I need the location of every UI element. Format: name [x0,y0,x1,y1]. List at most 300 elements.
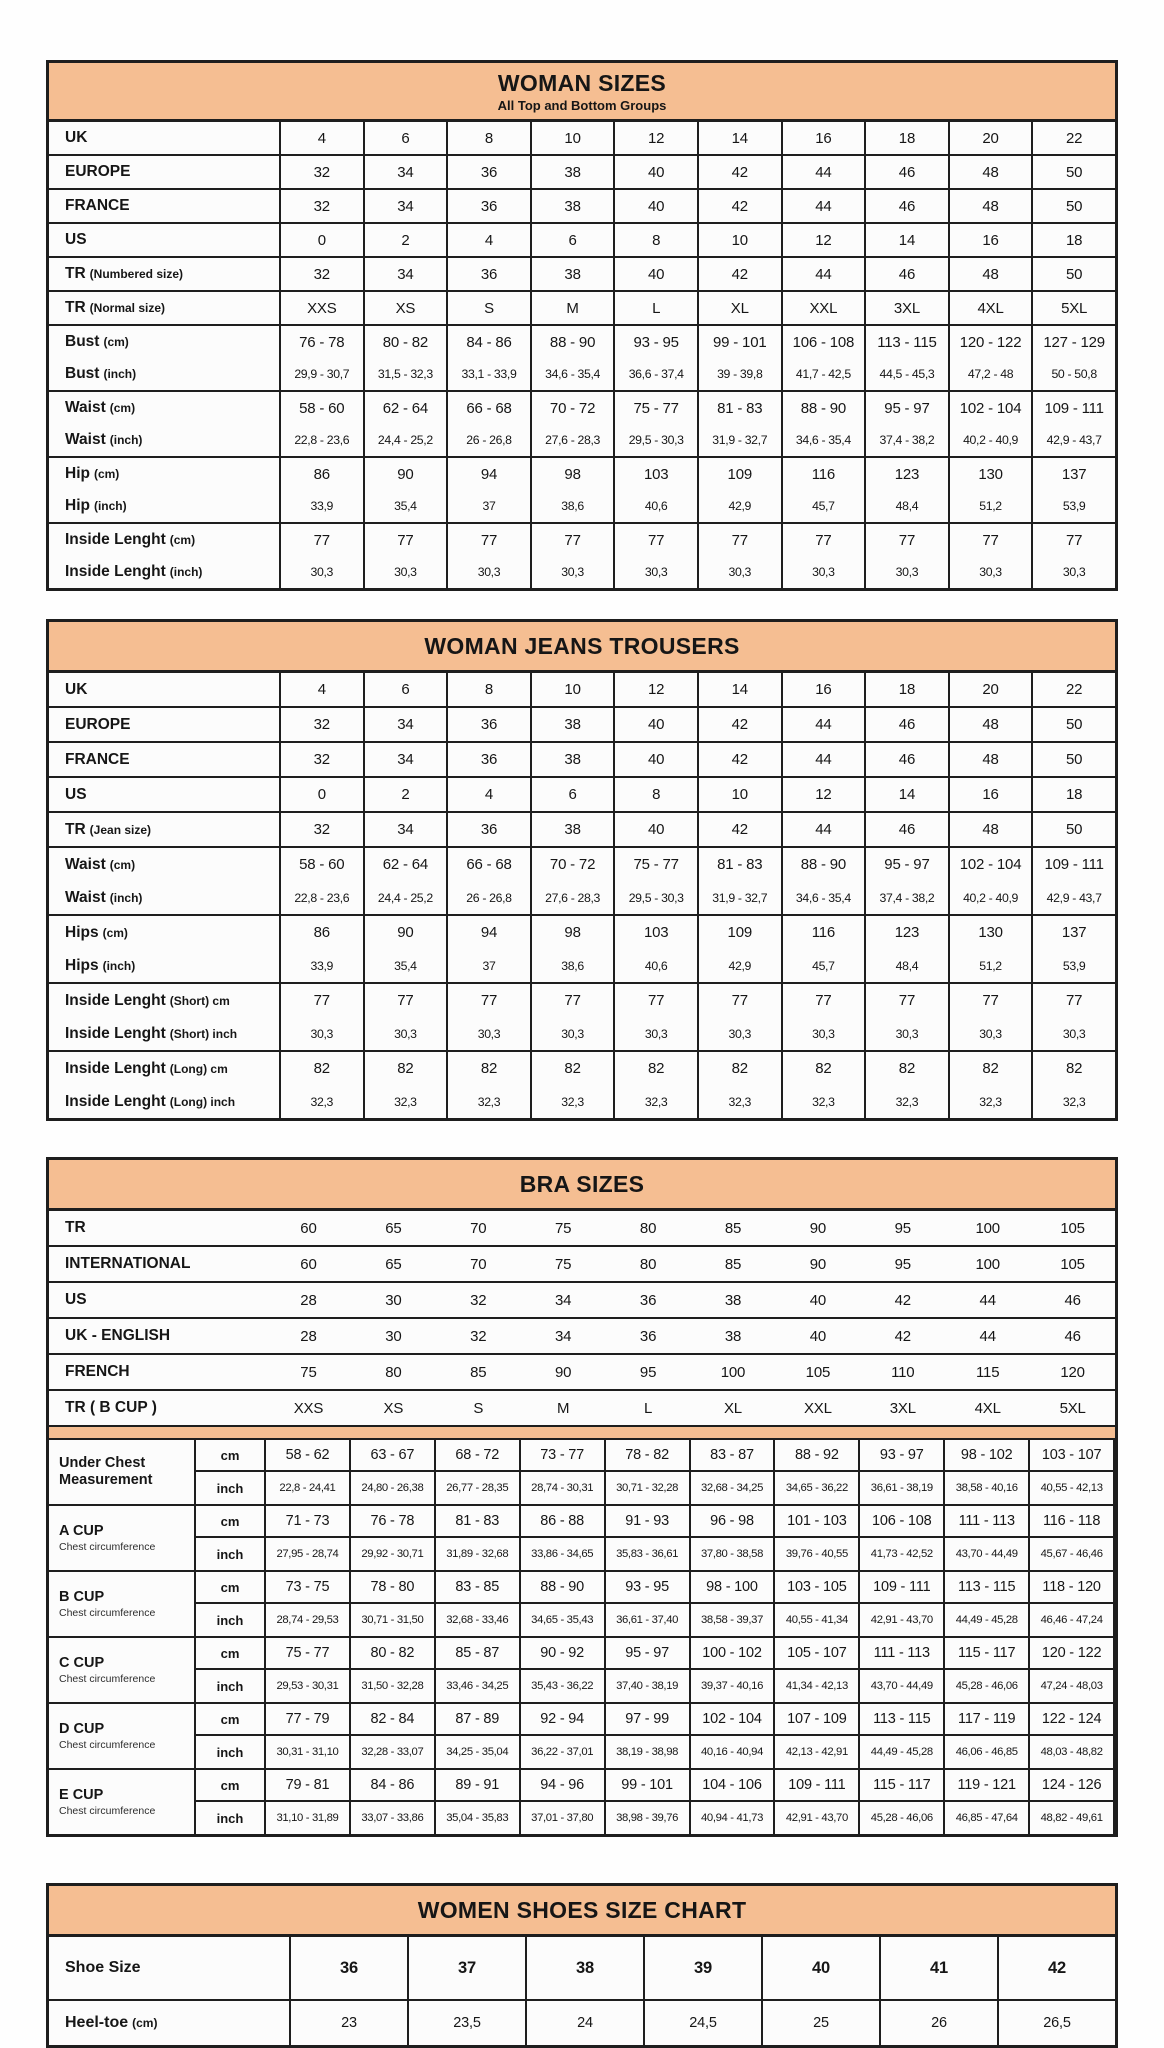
row-group [49,848,1115,916]
size-cell: 22 [1065,681,1083,698]
size-cell: 3XL [866,292,950,324]
size-cell: 44 [783,156,867,188]
size-cell: 33,46 - 34,25 [436,1670,521,1702]
size-cell: 36 [448,743,532,776]
size-cell: 70 - 72 [532,392,616,424]
size-cell: 83 - 85 [436,1572,521,1602]
size-cell: 28 [300,1291,317,1309]
size-cell: 109 [699,916,783,949]
row-label [49,490,281,522]
row-label-detail: (Long) cm [169,1061,228,1076]
cup-label-subtext: Chest circumference [59,1672,156,1685]
table-row [49,424,1115,456]
size-cell: 4 [281,673,365,706]
row-group [49,778,1115,813]
size-cell: 90 - 92 [521,1638,606,1668]
row-group [49,1391,1115,1427]
size-cell: 77 [1065,531,1083,549]
table-row [49,556,1115,588]
size-cell: 81 - 83 [699,848,783,881]
table-title: WOMAN SIZES [497,70,667,96]
size-cell: 75 - 77 [615,848,699,881]
row-label-text: Heel-toe [65,2014,129,2031]
size-cell: 4XL [974,1399,1001,1417]
size-cell: 46 [866,708,950,741]
size-cell: 5XL [1061,299,1088,317]
row-label [49,778,281,811]
size-cell: 62 - 64 [365,392,449,424]
size-cell: 78 - 82 [606,1440,691,1470]
size-cell: 42,13 - 42,91 [775,1736,860,1768]
unit-label: cm [196,1704,266,1734]
table-row [49,224,1115,256]
size-cell: 87 - 89 [436,1704,521,1734]
size-cell: 33,9 [281,949,365,982]
size-cell: 95 [639,1363,657,1381]
cup-label [49,1704,196,1768]
size-cell: 32,3 [950,1085,1034,1118]
row-label-text: Inside Lenght [65,991,166,1009]
row-label [49,1017,281,1050]
table-row [49,984,1115,1017]
size-cell: 31,9 - 32,7 [699,881,783,914]
size-cell: 38 [532,190,616,222]
size-cell: 46,06 - 46,85 [945,1736,1030,1768]
size-cell: 84 - 86 [448,326,532,358]
table-row [49,916,1115,949]
size-cell: 12 [615,673,699,706]
row-label-text: Waist [65,888,106,906]
size-cell: 29,92 - 30,71 [351,1538,436,1570]
size-cell: 95 - 97 [606,1638,691,1668]
size-cell: 29,9 - 30,7 [281,358,365,390]
size-cell: 85 [724,1219,742,1237]
size-cell: 45,67 - 46,46 [1030,1538,1115,1570]
cup-values [196,1770,1115,1834]
table-row [49,292,1115,324]
size-cell: 42,9 [699,949,783,982]
size-cell: 35,43 - 36,22 [521,1670,606,1702]
bra-sizes-header [49,1160,1115,1211]
row-group [49,458,1115,524]
size-cell: 2 [365,778,449,811]
size-cell: 81 - 83 [436,1506,521,1536]
size-cell: M [532,292,616,324]
size-cell: 36,6 - 37,4 [615,358,699,390]
size-cell: 32,68 - 34,25 [691,1472,776,1504]
size-cell: 90 [809,1219,827,1237]
row-group [49,292,1115,326]
cup-label-text: C CUP [59,1655,105,1672]
size-cell: 85 [724,1255,742,1273]
cup-row-group [49,1638,1115,1704]
table-row [49,778,1115,811]
size-cell: 77 [783,524,867,556]
size-cell: 46 [866,258,950,290]
row-label-detail: (inch) [109,890,143,905]
size-cell: 4 [281,122,365,154]
size-cell: 100 [720,1363,746,1381]
size-cell: 80 - 82 [351,1638,436,1668]
size-cell: 98 - 100 [691,1572,776,1602]
size-cell: 48 [950,156,1034,188]
size-cell: 30,3 [365,1017,449,1050]
table-row [49,392,1115,424]
row-label-text: US [65,231,87,248]
cup-row-group [49,1506,1115,1572]
size-cell: 115 [976,1363,1000,1381]
row-label [49,156,281,188]
row-group [49,984,1115,1052]
size-cell: 77 [281,524,365,556]
size-cell: 30,3 [615,556,699,588]
size-cell: 40,16 - 40,94 [691,1736,776,1768]
size-cell: 2 [365,224,449,256]
size-cell: 51,2 [950,949,1034,982]
size-cell: 28,74 - 30,31 [521,1472,606,1504]
size-cell: 22,8 - 24,41 [266,1472,351,1504]
row-label [49,122,281,154]
row-label-text: TR [65,265,86,282]
size-cell: 30,31 - 31,10 [266,1736,351,1768]
row-label [49,2001,291,2045]
size-cell: 32 [281,190,365,222]
size-cell: 115 - 117 [860,1770,945,1800]
size-cell: 65 [385,1255,402,1273]
table-row [196,1770,1115,1802]
cup-values [196,1572,1115,1636]
size-cell: 77 [532,524,616,556]
size-cell: 32,28 - 33,07 [351,1736,436,1768]
row-label [49,708,281,741]
row-label [49,673,281,706]
size-cell: 116 [783,458,867,490]
unit-label: inch [196,1670,266,1702]
size-cell: 30,3 [532,1017,616,1050]
row-group [49,156,1115,190]
size-cell: L [644,1399,653,1417]
women-shoes-header [49,1886,1115,1937]
size-cell: 30,3 [615,1017,699,1050]
size-cell: 33,86 - 34,65 [521,1538,606,1570]
size-cell: 82 [699,1052,783,1085]
row-label-detail: (cm) [93,467,120,481]
size-cell: 48 [950,743,1034,776]
row-label-text: INTERNATIONAL [65,1255,191,1272]
unit-label: cm [196,1572,266,1602]
size-cell: 82 [448,1052,532,1085]
row-group [49,224,1115,258]
size-cell: 70 [470,1219,487,1237]
row-label [49,848,281,881]
size-cell: 30 [385,1291,402,1309]
size-cell: 42 [699,743,783,776]
size-cell: 48,4 [866,490,950,522]
size-cell: 36,22 - 37,01 [521,1736,606,1768]
size-cell: 36 [448,190,532,222]
size-cell: 30,3 [448,556,532,588]
size-cell: 46,85 - 47,64 [945,1802,1030,1834]
size-cell: 40 [763,1937,881,1999]
size-cell: 43,70 - 44,49 [860,1670,945,1702]
size-cell: 34 [365,708,449,741]
size-cell: 40 [615,813,699,846]
size-cell: 99 - 101 [699,326,783,358]
size-cell: 73 - 75 [266,1572,351,1602]
size-cell: 97 - 99 [606,1704,691,1734]
size-cell: 44,5 - 45,3 [866,358,950,390]
size-cell: 88 - 90 [783,392,867,424]
size-cell: 30,3 [1062,565,1086,579]
size-cell: 16 [783,673,867,706]
size-cell: 60 [300,1255,317,1273]
table-row [49,708,1115,741]
size-cell: 10 [532,122,616,154]
cup-label-text: A CUP [59,1523,104,1540]
size-cell: 77 - 79 [266,1704,351,1734]
size-cell: 22,8 - 23,6 [281,424,365,456]
size-cell: 40 [809,1291,827,1309]
size-cell: 48 [950,258,1034,290]
size-cell: 65 [385,1219,402,1237]
size-cell: 38,6 [532,490,616,522]
row-label-text: Bust [65,333,100,350]
row-label-text: EUROPE [65,163,131,180]
size-cell: 25 [763,2001,881,2045]
size-cell: 32 [281,813,365,846]
size-cell: 45,7 [783,949,867,982]
size-cell: 14 [866,224,950,256]
row-label-text: Inside Lenght [65,531,166,548]
size-cell: 32 [470,1327,487,1345]
size-cell: 42 [699,258,783,290]
size-cell: 34,6 - 35,4 [783,424,867,456]
size-cell: 36 [291,1937,409,1999]
size-cell: 34,65 - 36,22 [775,1472,860,1504]
size-cell: 103 - 105 [775,1572,860,1602]
size-cell: 36 [448,156,532,188]
size-cell: 37,4 - 38,2 [866,424,950,456]
row-group [49,1211,1115,1247]
row-group [49,708,1115,743]
row-label [49,881,281,914]
size-cell: 46 [866,743,950,776]
size-cell: 48,4 [866,949,950,982]
table-row [49,1211,1115,1245]
size-cell: 80 [639,1255,657,1273]
row-label-text: Hip [65,497,90,514]
row-label-text: TR [65,1219,86,1236]
size-cell: 93 - 95 [606,1572,691,1602]
size-cell: 109 - 111 [1044,399,1104,417]
size-cell: 34,25 - 35,04 [436,1736,521,1768]
row-label [49,949,281,982]
size-cell: 46 [866,813,950,846]
size-cell: 48,03 - 48,82 [1030,1736,1115,1768]
row-group [49,326,1115,392]
row-label [49,743,281,776]
size-cell: 30,71 - 32,28 [606,1472,691,1504]
table-row [49,1017,1115,1050]
size-cell: 44 [783,190,867,222]
table-row [49,490,1115,522]
size-cell: 94 [448,916,532,949]
size-cell: 77 [448,984,532,1017]
size-cell: 32,3 [281,1085,365,1118]
woman-jeans-body [49,673,1115,1118]
size-cell: 24 [527,2001,645,2045]
size-cell: 32,3 [365,1085,449,1118]
table-row [196,1704,1115,1736]
cup-label-text: E CUP [59,1787,104,1804]
table-row [49,258,1115,290]
row-label [49,556,281,588]
size-cell: 34,6 - 35,4 [783,881,867,914]
size-cell: 30,3 [699,556,783,588]
row-label [49,190,281,222]
size-cell: M [557,1399,570,1417]
size-cell: 116 - 118 [1030,1506,1115,1536]
table-row [49,1355,1115,1389]
size-cell: 90 [365,916,449,949]
size-cell: 50 [1065,821,1083,838]
row-label-text: UK - ENGLISH [65,1327,171,1344]
size-cell: 38 [532,156,616,188]
size-cell: 43,70 - 44,49 [945,1538,1030,1570]
row-label-detail: (cm) [103,335,129,349]
size-cell: 32,3 [699,1085,783,1118]
size-cell: XS [365,292,449,324]
size-cell: 38,98 - 39,76 [606,1802,691,1834]
size-cell: 30 [385,1327,402,1345]
size-cell: 38,58 - 39,37 [691,1604,776,1636]
size-cell: 14 [699,673,783,706]
size-cell: 44 [979,1327,996,1345]
row-group [49,1937,1115,2001]
size-cell: 44 [783,708,867,741]
size-cell: 26,5 [1043,2015,1071,2031]
size-cell: 20 [950,122,1034,154]
size-cell: 38,58 - 40,16 [945,1472,1030,1504]
size-cell: 30,3 [448,1017,532,1050]
row-label-text: Hip [65,465,90,482]
table-row [49,881,1115,914]
size-cell: 120 - 122 [1030,1638,1115,1668]
size-cell: 5XL [1059,1399,1086,1417]
cup-label [49,1770,196,1834]
size-cell: XL [699,292,783,324]
row-label-text: TR [65,299,86,316]
size-cell: 39,37 - 40,16 [691,1670,776,1702]
size-cell: 82 [365,1052,449,1085]
size-cell: 51,2 [950,490,1034,522]
size-cell: 122 - 124 [1030,1704,1115,1734]
size-cell: 6 [532,224,616,256]
row-label [49,1211,266,1245]
size-cell: 68 - 72 [436,1440,521,1470]
size-cell: 48 [950,708,1034,741]
size-cell: 30,3 [532,556,616,588]
size-cell: 20 [950,673,1034,706]
size-cell: 32,3 [532,1085,616,1118]
size-cell: 38 [532,743,616,776]
size-cell: 28,74 - 29,53 [266,1604,351,1636]
size-cell: 118 - 120 [1030,1572,1115,1602]
size-cell: 47,2 - 48 [950,358,1034,390]
size-cell: 16 [950,778,1034,811]
size-cell: 80 - 82 [365,326,449,358]
row-label [49,1085,281,1118]
size-cell: 44,49 - 45,28 [860,1736,945,1768]
cup-row-group [49,1770,1115,1834]
row-label [49,916,281,949]
row-label-text: Inside Lenght [65,1092,166,1110]
size-cell: 34 [555,1291,572,1309]
row-label-detail: (cm) [109,857,136,872]
size-cell: 70 - 72 [532,848,616,881]
cup-values [196,1704,1115,1768]
size-cell: 46,46 - 47,24 [1030,1604,1115,1636]
size-cell: 34,65 - 35,43 [521,1604,606,1636]
size-cell: 60 [300,1219,317,1237]
row-label-text: US [65,1291,87,1308]
table-row [49,848,1115,881]
size-cell: 32 [470,1291,487,1309]
size-cell: 102 - 104 [691,1704,776,1734]
table-title: WOMEN SHOES SIZE CHART [417,1897,747,1923]
row-group [49,1355,1115,1391]
size-cell: 30,3 [1062,1026,1086,1041]
size-cell: 100 - 102 [691,1638,776,1668]
size-cell: 75 - 77 [615,392,699,424]
size-cell: 10 [532,673,616,706]
size-cell: 86 - 88 [521,1506,606,1536]
size-cell: 105 - 107 [775,1638,860,1668]
size-cell: 82 [783,1052,867,1085]
size-cell: 8 [448,673,532,706]
row-label-detail: (inch) [102,958,136,973]
size-cell: 45,28 - 46,06 [860,1802,945,1834]
size-cell: 18 [1065,231,1083,249]
size-cell: 41,7 - 42,5 [783,358,867,390]
row-label-detail: (Short) cm [169,993,230,1008]
size-cell: 37,4 - 38,2 [866,881,950,914]
size-cell: 130 [950,458,1034,490]
size-cell: 45,28 - 46,06 [945,1670,1030,1702]
size-cell: 77 [532,984,616,1017]
size-cell: 113 - 115 [866,326,950,358]
size-cell: 82 - 84 [351,1704,436,1734]
size-cell: 82 [866,1052,950,1085]
row-label [49,1937,291,1999]
size-cell: 66 - 68 [448,392,532,424]
size-cell: 58 - 60 [281,848,365,881]
size-cell: 81 - 83 [699,392,783,424]
size-cell: 77 [365,984,449,1017]
size-cell: 77 [783,984,867,1017]
size-cell: 40,55 - 41,34 [775,1604,860,1636]
size-cell: 105 [1060,1255,1085,1273]
size-cell: 109 [699,458,783,490]
size-cell: 77 [615,524,699,556]
table-row [49,743,1115,776]
size-cell: 37 [448,490,532,522]
size-cell: 123 [866,916,950,949]
row-label-detail: (Jean size) [89,822,152,837]
size-cell: 35,4 [365,949,449,982]
size-cell: 33,07 - 33,86 [351,1802,436,1834]
size-cell: 106 - 108 [783,326,867,358]
